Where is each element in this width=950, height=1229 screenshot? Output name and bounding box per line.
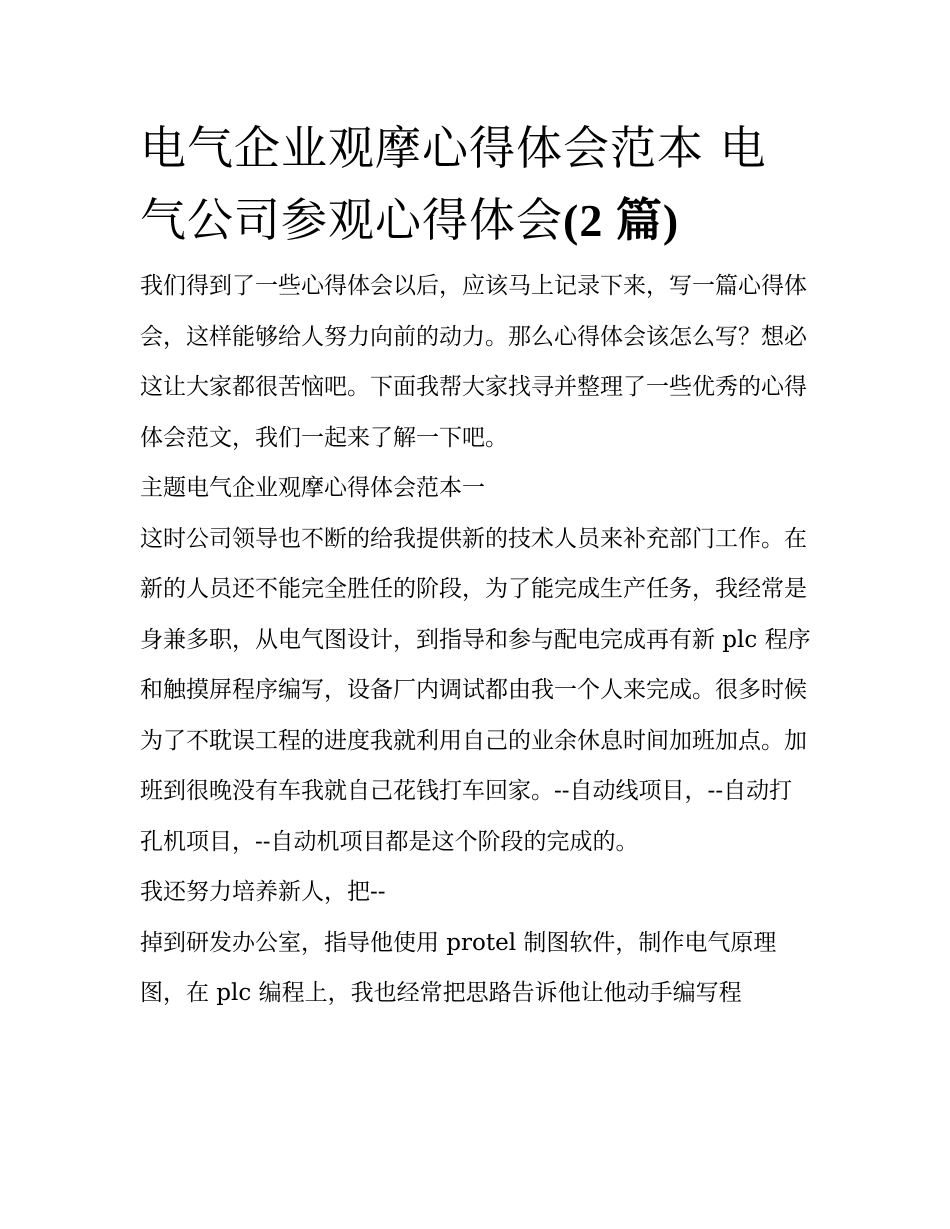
section-heading: 主题电气企业观摩心得体会范本一 (140, 475, 485, 501)
document-page (140, 112, 812, 1019)
document-title-suffix: (2 篇) (563, 195, 680, 246)
document-title (140, 112, 812, 257)
body-paragraph: 这时公司领导也不断的给我提供新的技术人员来补充部门工作。在新的人员还不能完全胜任的阶段，为了能完成生产任务，我经常是身兼多职，从电气图设计，到指导和参与配电完成再有新 plc 程序和触摸屏程序编写，设备厂内调试都由我一个人来完成。很多时候为了不耽误工程的进度我就利用自己的业余休息时间加班加点。加班到很晚没有车我就自己花钱打车回家。--自动线项目，--自动打孔机项目，--自动机项目都是这个阶段的完成的。 (140, 525, 811, 855)
document-title-main: 电气企业观摩心得体会范本 电气公司参观心得体会 (140, 121, 767, 247)
body-paragraph: 我还努力培养新人，把-- (140, 879, 386, 905)
body-paragraph: 掉到研发办公室，指导他使用 protel 制图软件，制作电气原理图，在 plc 编程上，我也经常把思路告诉他让他动手编写程 (140, 929, 777, 1006)
intro-paragraph: 我们得到了一些心得体会以后，应该马上记录下来，写一篇心得体会，这样能够给人努力向前的动力。那么心得体会该怎么写？想必这让大家都很苦恼吧。下面我帮大家找寻并整理了一些优秀的心得体会范文，我们一起来了解一下吧。 (140, 273, 807, 451)
